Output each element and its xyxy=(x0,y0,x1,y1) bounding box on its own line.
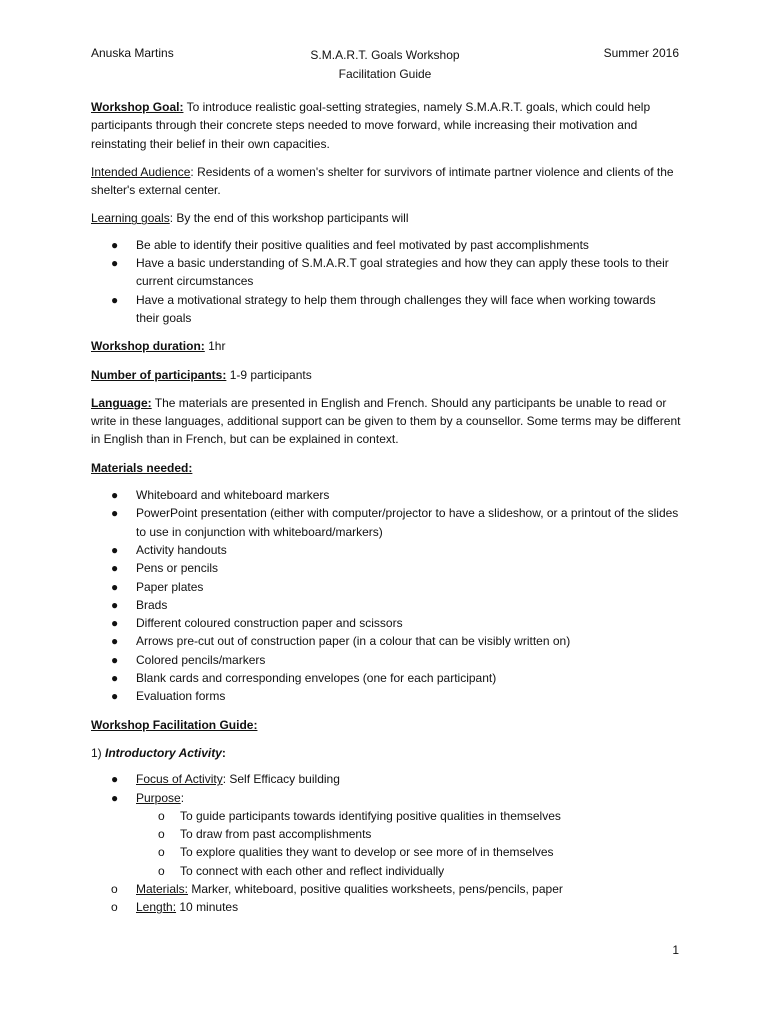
list-item xyxy=(91,807,681,825)
materials-heading xyxy=(91,459,681,477)
activity-colon: : xyxy=(221,745,226,760)
list-item xyxy=(91,770,681,788)
activity-length-text: 10 minutes xyxy=(176,900,239,915)
list-item xyxy=(91,614,681,632)
participants-label: Number of participants: xyxy=(91,367,227,382)
list-item-text: Brads xyxy=(136,597,168,612)
focus-text: : Self Efficacy building xyxy=(222,772,340,787)
list-item xyxy=(91,486,681,504)
list-item-text: PowerPoint presentation (either with computer/projector to have a slideshow, or a printout of the slides to use in conjunction with whiteboard/markers) xyxy=(136,506,679,539)
header-title-line1: S.M.A.R.T. Goals Workshop xyxy=(310,48,460,62)
circle-bullet-icon: o xyxy=(111,881,118,896)
list-item-text: Activity handouts xyxy=(136,542,227,557)
bullet-icon: ● xyxy=(111,579,119,594)
bullet-icon: ● xyxy=(111,616,119,631)
activity-title: Introductory Activity xyxy=(105,745,222,760)
audience-label: Intended Audience xyxy=(91,164,191,179)
bullet-icon: ● xyxy=(111,488,119,503)
list-item xyxy=(91,669,681,687)
list-item-text: Pens or pencils xyxy=(136,561,219,576)
header-title-line2: Facilitation Guide xyxy=(338,67,432,81)
audience-text: : Residents of a women's shelter for survivors of intimate partner violence and clients of the shelter's external center. xyxy=(91,164,674,198)
learning-goals-text: : By the end of this workshop participants will xyxy=(169,211,409,226)
list-item xyxy=(91,632,681,650)
workshop-goal-text: To introduce realistic goal-setting strategies, namely S.M.A.R.T. goals, which could help participants through their concrete steps needed to move forward, while increasing their motivation and reinstating their belief in their own capacities. xyxy=(91,100,651,151)
list-item-text: Blank cards and corresponding envelopes (one for each participant) xyxy=(136,671,497,686)
list-item-text: Arrows pre-cut out of construction paper (in a colour that can be visibly written on) xyxy=(136,634,571,649)
bullet-icon: ● xyxy=(111,597,119,612)
list-item-text: Colored pencils/markers xyxy=(136,652,266,667)
bullet-icon: ● xyxy=(111,237,119,252)
duration-paragraph xyxy=(91,337,681,355)
list-item xyxy=(91,825,681,843)
activity-heading xyxy=(91,744,681,762)
list-item-text: Have a motivational strategy to help them through challenges they will face when working towards their goals xyxy=(136,292,656,325)
purpose-list xyxy=(91,807,681,880)
activity-number: 1) xyxy=(91,745,106,760)
duration-label: Workshop duration: xyxy=(91,339,205,354)
list-item xyxy=(91,504,681,541)
list-item-text: To connect with each other and reflect individually xyxy=(180,863,445,878)
bullet-icon: ● xyxy=(111,652,119,667)
list-item xyxy=(91,862,681,880)
list-item-text: To draw from past accomplishments xyxy=(180,827,372,842)
workshop-goal-paragraph xyxy=(91,98,681,153)
list-item-text: Whiteboard and whiteboard markers xyxy=(136,488,330,503)
bullet-icon: ● xyxy=(111,292,119,307)
header-date: Summer 2016 xyxy=(603,46,679,60)
learning-goals-label: Learning goals xyxy=(91,211,170,226)
bullet-icon: ● xyxy=(111,506,119,521)
list-item xyxy=(91,596,681,614)
facilitation-heading xyxy=(91,716,681,734)
list-item-text: To guide participants towards identifying positive qualities in themselves xyxy=(180,808,561,823)
circle-bullet-icon: o xyxy=(158,808,165,823)
list-item xyxy=(91,651,681,669)
list-item-text: Have a basic understanding of S.M.A.R.T goal strategies and how they can apply these tools to their current circumstances xyxy=(136,256,669,289)
circle-bullet-icon: o xyxy=(158,827,165,842)
activity-details-list xyxy=(91,880,681,917)
workshop-goal-label: Workshop Goal: xyxy=(91,100,184,114)
participants-paragraph xyxy=(91,366,681,384)
bullet-icon: ● xyxy=(111,671,119,686)
bullet-icon: ● xyxy=(111,256,119,271)
header-title xyxy=(91,46,679,84)
list-item xyxy=(91,236,681,254)
duration-text: 1hr xyxy=(204,339,226,354)
list-item xyxy=(91,559,681,577)
audience-paragraph xyxy=(91,163,681,200)
list-item-text: Be able to identify their positive qualities and feel motivated by past accomplishments xyxy=(136,237,589,252)
list-item xyxy=(91,843,681,861)
learning-goals-list xyxy=(91,236,681,327)
materials-label: Materials needed: xyxy=(91,460,193,475)
language-paragraph xyxy=(91,394,681,449)
activity-materials-label: Materials: xyxy=(136,881,189,896)
participants-text: 1-9 participants xyxy=(226,367,312,382)
list-item-text: To explore qualities they want to develop or see more of in themselves xyxy=(180,845,554,860)
list-item xyxy=(91,789,681,807)
circle-bullet-icon: o xyxy=(158,863,165,878)
list-item-text: Evaluation forms xyxy=(136,689,226,704)
circle-bullet-icon: o xyxy=(158,845,165,860)
learning-goals-paragraph xyxy=(91,209,681,227)
list-item xyxy=(91,898,681,916)
bullet-icon: ● xyxy=(111,772,119,787)
bullet-icon: ● xyxy=(111,542,119,557)
activity-materials-text: Marker, whiteboard, positive qualities worksheets, pens/pencils, paper xyxy=(188,881,563,896)
list-item xyxy=(91,880,681,898)
bullet-icon: ● xyxy=(111,561,119,576)
list-item-text: Different coloured construction paper and scissors xyxy=(136,616,403,631)
materials-list xyxy=(91,486,681,706)
activity-length-label: Length: xyxy=(136,900,177,915)
focus-label: Focus of Activity xyxy=(136,772,223,787)
page-header xyxy=(91,46,679,86)
document-body xyxy=(91,98,681,927)
list-item xyxy=(91,291,681,328)
bullet-icon: ● xyxy=(111,634,119,649)
list-item xyxy=(91,687,681,705)
activity-list xyxy=(91,770,681,807)
bullet-icon: ● xyxy=(111,790,119,805)
list-item xyxy=(91,578,681,596)
page-number: 1 xyxy=(672,943,679,957)
language-text: The materials are presented in English and French. Should any participants be unable to read or write in these languages, additional support can be given to them by a counsellor. Some terms may be different in English than in French, but can be explained in context. xyxy=(91,395,681,447)
facilitation-label: Workshop Facilitation Guide: xyxy=(91,717,258,732)
language-label: Language: xyxy=(91,395,152,410)
header-author: Anuska Martins xyxy=(91,46,174,60)
circle-bullet-icon: o xyxy=(111,900,118,915)
purpose-label: Purpose xyxy=(136,790,181,805)
bullet-icon: ● xyxy=(111,689,119,704)
list-item xyxy=(91,541,681,559)
purpose-colon: : xyxy=(180,790,185,805)
list-item-text: Paper plates xyxy=(136,579,204,594)
list-item xyxy=(91,254,681,291)
